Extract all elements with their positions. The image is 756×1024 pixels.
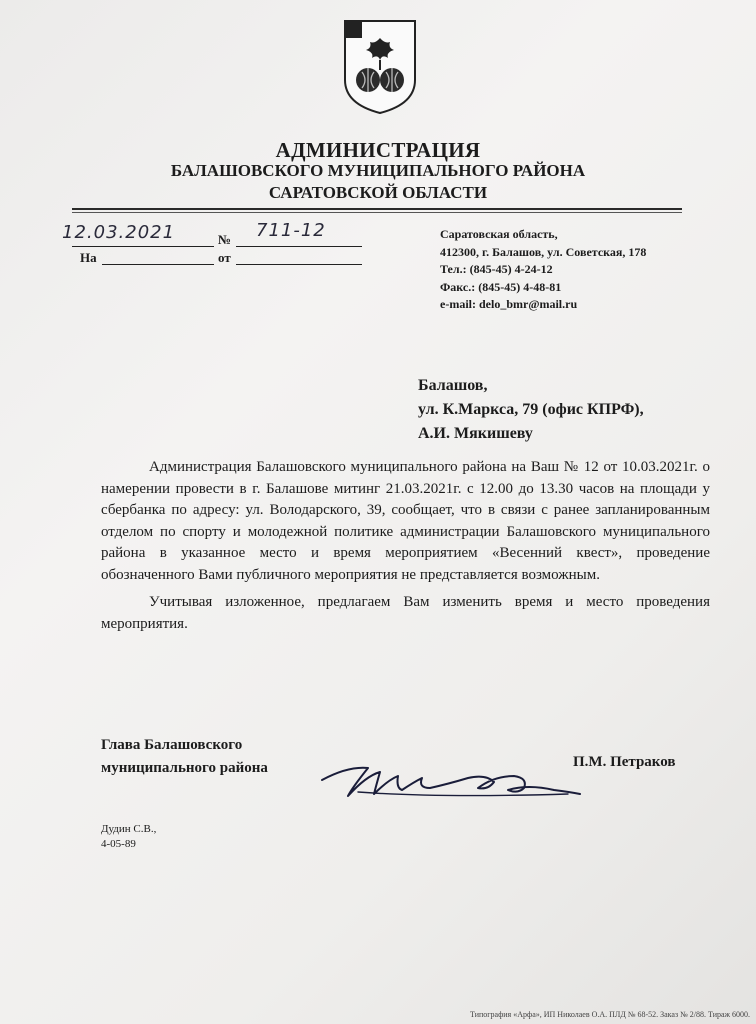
reg-from-label: от [218, 250, 231, 265]
signatory-title-line2: муниципального района [101, 760, 268, 776]
reg-on-line [102, 264, 214, 265]
org-name-line3: САРАТОВСКОЙ ОБЛАСТИ [268, 183, 488, 202]
printer-footer: Типография «Арфа», ИП Николаев О.А. ПЛД № 68-52. Заказ № 2/88. Тираж 6000. [470, 1010, 751, 1019]
address-phone: Тел.: (845-45) 4-24-12 [440, 262, 553, 276]
signatory-title-line1: Глава Балашовского [101, 737, 243, 753]
recipient-block [418, 374, 644, 446]
signatory-name: П.М. Петраков [573, 754, 676, 770]
reg-date-handwritten: 12.03.2021 [62, 222, 176, 243]
org-name-line2: БАЛАШОВСКОГО МУНИЦИПАЛЬНОГО РАЙОНА [170, 161, 586, 180]
sender-address [440, 226, 646, 314]
address-region: Саратовская область, [440, 227, 558, 241]
header-divider [72, 208, 682, 210]
recipient-address: ул. К.Маркса, 79 (офис КПРФ), [418, 401, 644, 418]
signatory-title [101, 734, 268, 780]
reg-date-line [72, 246, 214, 247]
address-fax: Факс.: (845-45) 4-48-81 [440, 279, 562, 294]
body-paragraph-2: Учитывая изложенное, предлагаем Вам изменить время и место проведения мероприятия. [101, 594, 710, 632]
reg-number-handwritten: 711-12 [256, 220, 326, 241]
executor-phone: 4-05-89 [101, 838, 136, 850]
coat-of-arms-icon [342, 18, 418, 116]
handwritten-signature [318, 758, 588, 806]
reg-number-sign: № [218, 232, 232, 247]
recipient-city: Балашов, [418, 377, 488, 394]
address-email: e-mail: delo_bmr@mail.ru [440, 297, 578, 311]
body-paragraph-1: Администрация Балашовского муниципального района на Ваш № 12 от 10.03.2021г. о намерении провести в г. Балашове митинг 21.03.2021г. с 12.00 до 13.30 часов на площади у сбербанка по адресу: ул. Володарского, 39, сообщает, что в связи с ранее запланированным отделом по спорту и молодежной политике администрации Балашовского муниципального района в указанное место и время мероприятием «Весенний квест», проведение обозначенного Вами публичного мероприятия не представляется возможным. [101, 459, 710, 583]
reg-from-line [236, 264, 362, 265]
executor-block [101, 822, 156, 852]
reg-number-line [236, 246, 362, 247]
letter-body [101, 457, 710, 635]
reg-on-label: На [80, 250, 97, 265]
recipient-name: А.И. Мякишеву [418, 425, 533, 442]
org-name-line1: АДМИНИСТРАЦИЯ [275, 138, 481, 162]
executor-name: Дудин С.В., [101, 823, 157, 835]
address-street: 412300, г. Балашов, ул. Советская, 178 [440, 244, 647, 259]
header-divider-thin [72, 212, 682, 213]
